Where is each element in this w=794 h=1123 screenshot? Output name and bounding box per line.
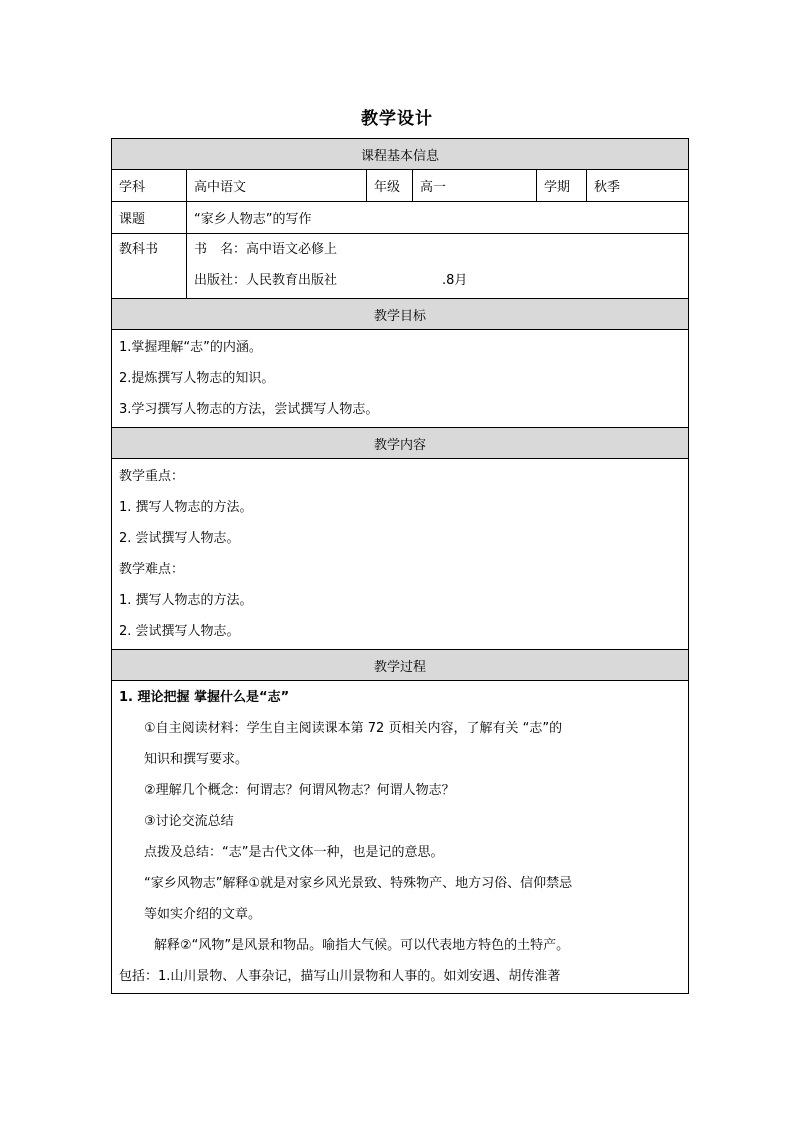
process-paragraph: ②理解几个概念：何谓志？何谓风物志？何谓人物志？	[144, 783, 455, 798]
objective-item: 1.掌握理解“志”的内涵。	[119, 340, 262, 355]
textbook-info	[187, 234, 689, 299]
textbook-label-text: 教科书	[119, 242, 159, 257]
document-title: 教学设计	[361, 109, 433, 129]
process-paragraph: 解释②“风物”是风景和物品。喻指大气候。可以代表地方特色的土特产。	[154, 938, 570, 953]
section-header-content: 教学内容	[112, 428, 689, 459]
lesson-plan-table	[111, 138, 689, 994]
publisher-value: 人民教育出版社	[246, 273, 338, 288]
process-paragraph: ③讨论交流总结	[144, 814, 234, 829]
difficult-points-label: 教学难点：	[119, 562, 185, 577]
book-name-label: 书 名：	[194, 242, 247, 257]
process-paragraph: “家乡风物志”解释①就是对家乡风光景致、特殊物产、地方习俗、信仰禁忌	[144, 876, 573, 891]
process-paragraph: 点拨及总结：“志”是古代文体一种，也是记的意思。	[144, 845, 444, 860]
textbook-label	[112, 234, 187, 299]
process-paragraph: 包括：1.山川景物、人事杂记，描写山川景物和人事的。如刘安遇、胡传淮著	[119, 969, 561, 984]
objective-item: 3.学习撰写人物志的方法，尝试撰写人物志。	[119, 402, 379, 417]
topic-value: “家乡人物志”的写作	[187, 202, 689, 234]
process-paragraph: ①自主阅读材料：学生自主阅读课本第 72 页相关内容，了解有关 “志”的	[144, 721, 563, 736]
key-point-item: 1. 撰写人物志的方法。	[119, 500, 253, 515]
process-paragraph: 知识和撰写要求。	[144, 752, 249, 767]
publisher-label: 出版社：	[194, 273, 247, 288]
objectives-cell	[112, 330, 689, 428]
key-point-item: 2. 尝试撰写人物志。	[119, 531, 240, 546]
grade-label: 年级	[367, 170, 413, 202]
grade-value: 高一	[413, 170, 537, 202]
process-cell	[112, 681, 689, 994]
process-heading: 1. 理论把握 掌握什么是“志”	[119, 690, 290, 705]
book-name-value: 高中语文必修上	[246, 242, 338, 257]
topic-label: 课题	[112, 202, 187, 234]
section-header-basic-info: 课程基本信息	[112, 139, 689, 170]
process-paragraph: 等如实介绍的文章。	[144, 907, 262, 922]
key-points-label: 教学重点：	[119, 469, 185, 484]
term-label: 学期	[537, 170, 587, 202]
book-name-line	[194, 238, 681, 268]
subject-label: 学科	[112, 170, 187, 202]
section-header-process: 教学过程	[112, 650, 689, 681]
difficult-point-item: 2. 尝试撰写人物志。	[119, 624, 240, 639]
content-cell	[112, 459, 689, 650]
section-header-objectives: 教学目标	[112, 299, 689, 330]
objective-item: 2.提炼撰写人物志的知识。	[119, 371, 275, 386]
difficult-point-item: 1. 撰写人物志的方法。	[119, 593, 253, 608]
subject-value: 高中语文	[187, 170, 367, 202]
publisher-line	[194, 268, 681, 294]
term-value: 秋季	[587, 170, 689, 202]
edition-value: .8月	[442, 273, 468, 288]
